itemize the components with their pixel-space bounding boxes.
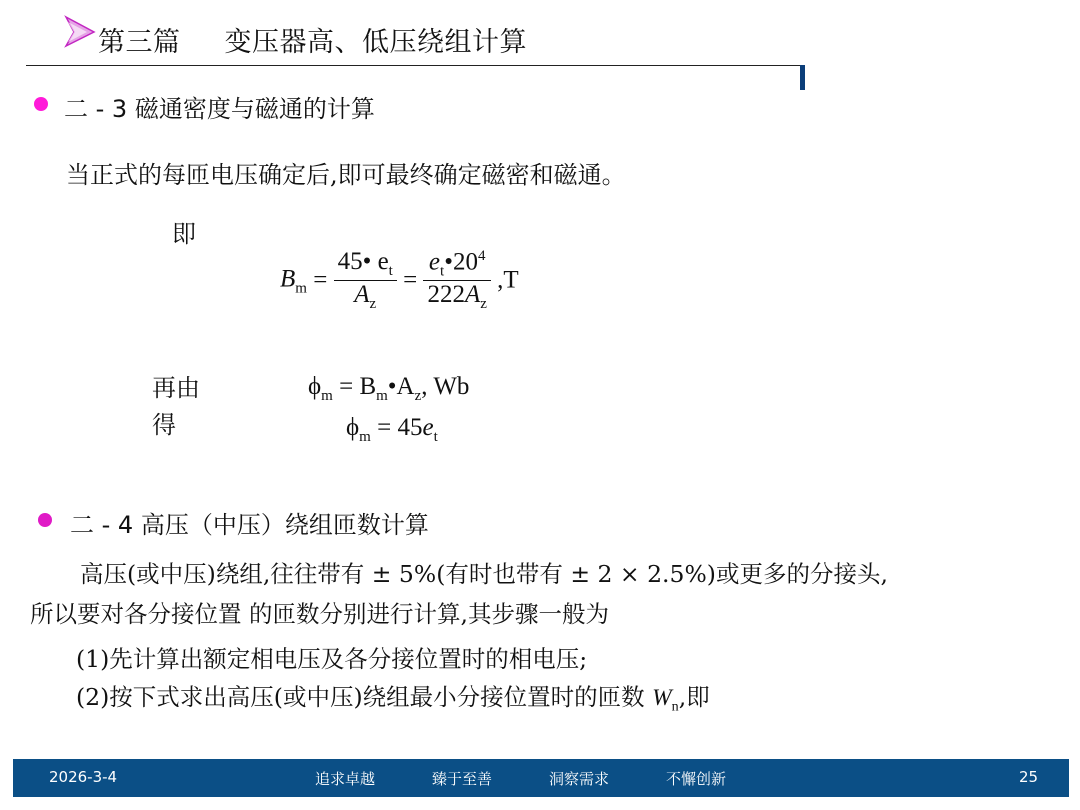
formula-phi-ba: $\phi_m$ = $B_m•A_z$, Wb	[308, 373, 470, 404]
fraction-1: $\frac{45• e_t}{A_z}$	[334, 248, 397, 313]
page-title	[98, 20, 527, 59]
header-arrow-icon	[62, 14, 96, 48]
footer-motto-4: 不懈创新	[666, 770, 727, 788]
footer-motto-1: 追求卓越	[315, 770, 376, 788]
step-1: (1)先计算出额定相电压及各分接位置时的相电压;	[76, 645, 588, 673]
header-divider	[26, 65, 804, 66]
part-label: 第三篇	[98, 27, 181, 58]
formula-bm: $B_m$ = $\frac{45• e_t}{A_z}$ = $\frac{e_t•20^4}{222A_z}$ ,T	[280, 248, 519, 313]
footer-bar	[13, 759, 1069, 797]
formula-phi-45e: $\phi_m = 45e_t$	[346, 414, 438, 445]
footer-page-number: 25	[1019, 768, 1039, 786]
fraction-2: $\frac{e_t•20^4}{222A_z}$	[423, 248, 490, 313]
section-2-4-line1: 高压(或中压)绕组,往往带有 ± 5%(有时也带有 ± 2 × 2.5%)或更多的分接头,	[80, 560, 888, 588]
label-ji: 即	[172, 220, 196, 248]
label-de: 得	[152, 411, 176, 439]
section-heading-2-4: 二 - 4 高压（中压）绕组匝数计算	[70, 511, 429, 539]
label-zaiyou: 再由	[152, 374, 200, 402]
chapter-title: 变压器高、低压绕组计算	[224, 27, 527, 58]
bullet-icon	[34, 97, 48, 111]
footer-motto-2: 臻于至善	[432, 770, 493, 788]
section-2-4-line2: 所以要对各分接位置 的匝数分别进行计算,其步骤一般为	[30, 600, 609, 628]
section-2-3-intro: 当正式的每匝电压确定后,即可最终确定磁密和磁通。	[66, 161, 626, 189]
step-2: (2)按下式求出高压(或中压)绕组最小分接位置时的匝数 $W_n$,即	[76, 683, 710, 715]
footer-date: 2026-3-4	[49, 768, 118, 786]
footer-motto-3: 洞察需求	[549, 770, 610, 788]
bullet-icon	[38, 513, 52, 527]
section-heading-2-3: 二 - 3 磁通密度与磁通的计算	[64, 95, 375, 123]
header-divider-accent	[800, 65, 805, 90]
